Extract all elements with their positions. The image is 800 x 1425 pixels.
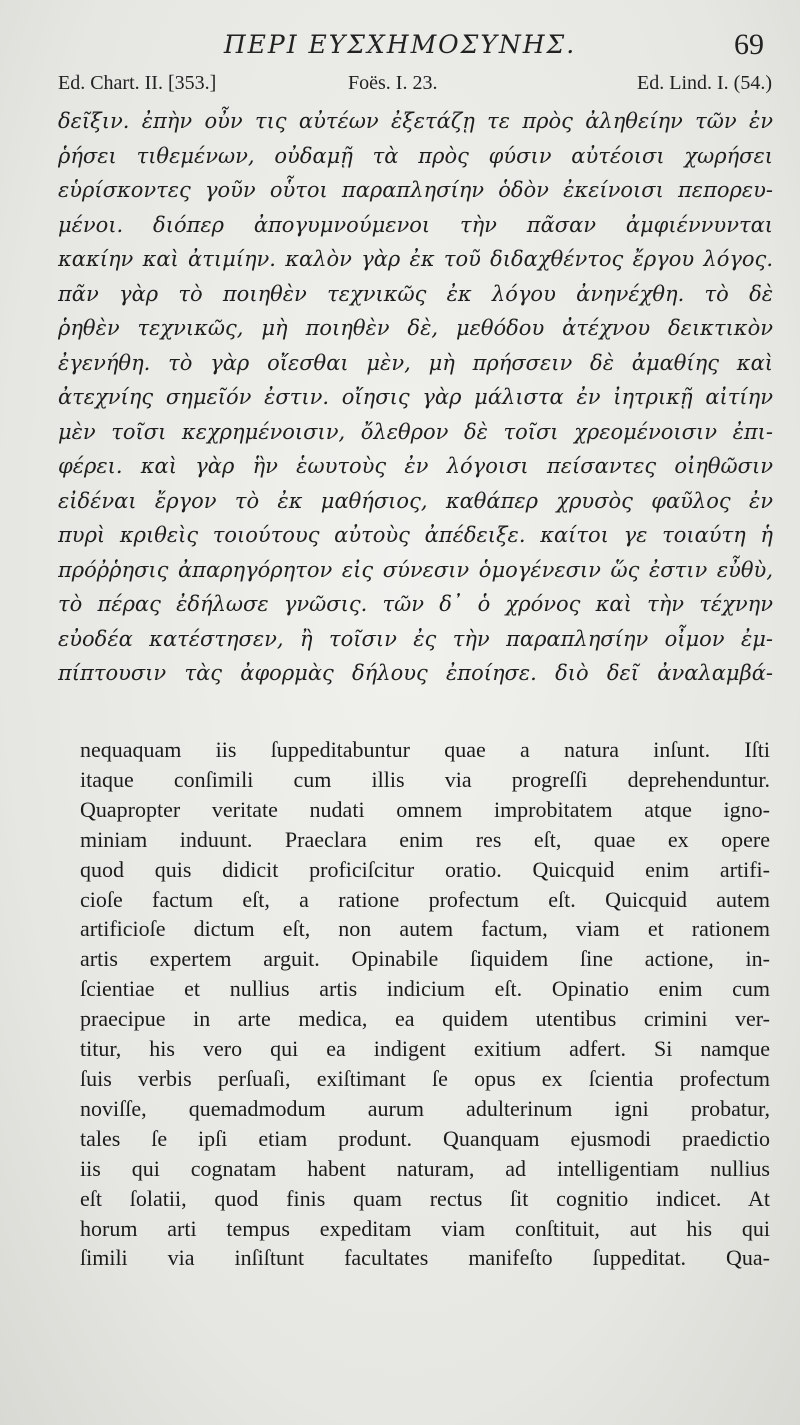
greek-line: δεῖξιν. ἐπὴν οὖν τις αὐτέων ἐξετάζῃ τε πρὸς ἀληθείην τῶν ἐν <box>58 109 773 133</box>
greek-line: πίπτουσιν τὰς ἀφορμὰς δήλους ἐποίησε. διὸ δεῖ ἀναλαμβά- <box>58 661 773 685</box>
greek-line: ῥήσει τιθεμένων, οὐδαμῇ τὰ πρὸς φύσιν αὐτέοισι χωρήσει <box>58 143 773 168</box>
latin-line: ſcientiae et nullius artis indicium eſt. Opinatio enim cum <box>80 976 770 1002</box>
greek-line: κακίην καὶ ἀτιμίην. καλὸν γὰρ ἐκ τοῦ διδαχθέντος ἔργου λόγος. <box>58 247 773 271</box>
latin-line: artificioſe dictum eſt, non autem factum, viam et rationem <box>80 916 770 942</box>
latin-line: artis expertem arguit. Opinabile ſiquidem ſine actione, in- <box>80 946 770 972</box>
greek-line: πᾶν γὰρ τὸ ποιηθὲν τεχνικῶς ἐκ λόγου ἀνηνέχθη. τὸ δὲ <box>58 281 773 306</box>
latin-line: ſimili via inſiſtunt facultates manifeſto ſuppeditat. Qua- <box>80 1245 770 1271</box>
page-number: 69 <box>734 28 764 61</box>
edition-ref-linden: Ed. Lind. I. (54.) <box>637 72 772 94</box>
latin-line: eſt ſolatii, quod finis quam rectus ſit cognitio indicet. At <box>80 1185 770 1211</box>
greek-line: φέρει. καὶ γὰρ ἣν ἑωυτοὺς ἐν λόγοισι πείσαντες οἰηθῶσιν <box>58 454 773 478</box>
greek-line: πυρὶ κριθεὶς τοιούτους αὐτοὺς ἀπέδειξε. καίτοι γε τοιαύτη ἡ <box>58 523 773 547</box>
greek-line: ἐγενήθη. τὸ γὰρ οἴεσθαι μὲν, μὴ πρήσσειν δὲ ἀμαθίης καὶ <box>58 350 773 375</box>
edition-ref-chartier: Ed. Chart. II. [353.] <box>58 72 217 94</box>
latin-line: nequaquam iis ſuppeditabuntur quae a natura inſunt. Iſti <box>80 737 770 762</box>
latin-line: horum arti tempus expeditam viam conſtituit, aut his qui <box>80 1215 770 1241</box>
edition-references <box>58 72 772 102</box>
edition-ref-foes: Foës. I. 23. <box>348 72 438 94</box>
latin-line: quod quis didicit proficiſcitur oratio. Quicquid enim artifi- <box>80 856 770 882</box>
latin-text-block <box>80 735 770 1273</box>
latin-line: cioſe factum eſt, a ratione profectum eſt. Quicquid autem <box>80 886 770 912</box>
greek-line: ἀτεχνίης σημεῖόν ἐστιν. οἴησις γὰρ μάλιστα ἐν ἰητρικῇ αἰτίην <box>58 385 773 409</box>
latin-line: noviſſe, quemadmodum aurum adulterinum igni probatur, <box>80 1095 770 1121</box>
greek-line: εὐοδέα κατέστησεν, ἢ τοῖσιν ἐς τὴν παραπλησίην οἶμον ἐμ- <box>58 626 773 651</box>
running-title: ΠΕΡΙ ΕΥΣΧΗΜΟΣΥΝΗΣ. <box>223 30 577 59</box>
latin-line: Quapropter veritate nudati omnem improbitatem atque igno- <box>80 796 770 822</box>
latin-line: praecipue in arte medica, ea quidem utentibus crimini ver- <box>80 1006 770 1032</box>
greek-line: μὲν τοῖσι κεχρημένοισιν, ὄλεθρον δὲ τοῖσι χρεομένοισιν ἐπι- <box>58 419 773 444</box>
latin-line: miniam induunt. Praeclara enim res eſt, quae ex opere <box>80 826 770 852</box>
latin-line: titur, his vero qui ea indigent exitium adfert. Si namque <box>80 1036 770 1062</box>
greek-line: τὸ πέρας ἐδήλωσε γνῶσις. τῶν δ᾽ ὁ χρόνος καὶ τὴν τέχνην <box>58 592 773 616</box>
greek-text-block <box>58 104 773 691</box>
greek-line: πρόῤῥησις ἀπαρηγόρητον εἰς σύνεσιν ὁμογένεσιν ὥς ἐστιν εὖθὺ, <box>58 557 773 582</box>
greek-line: εὑρίσκοντες γοῦν οὗτοι παραπλησίην ὁδὸν ἐκείνοισι πεπορευ- <box>58 178 773 202</box>
greek-line: εἰδέναι ἔργον τὸ ἐκ μαθήσιος, καθάπερ χρυσὸς φαῦλος ἐν <box>58 488 773 513</box>
latin-line: iis qui cognatam habent naturam, ad intelligentiam nullius <box>80 1155 770 1181</box>
latin-line: itaque conſimili cum illis via progreſſi deprehenduntur. <box>80 766 770 792</box>
latin-line: ſuis verbis perſuaſi, exiſtimant ſe opus ex ſcientia profectum <box>80 1065 770 1091</box>
greek-line: ῥηθὲν τεχνικῶς, μὴ ποιηθὲν δὲ, μεθόδου ἀτέχνου δεικτικὸν <box>58 316 773 340</box>
greek-line: μένοι. διόπερ ἀπογυμνούμενοι τὴν πᾶσαν ἀμφιέννυνται <box>58 212 773 237</box>
latin-line: tales ſe ipſi etiam produnt. Quanquam ejusmodi praedictio <box>80 1125 770 1151</box>
